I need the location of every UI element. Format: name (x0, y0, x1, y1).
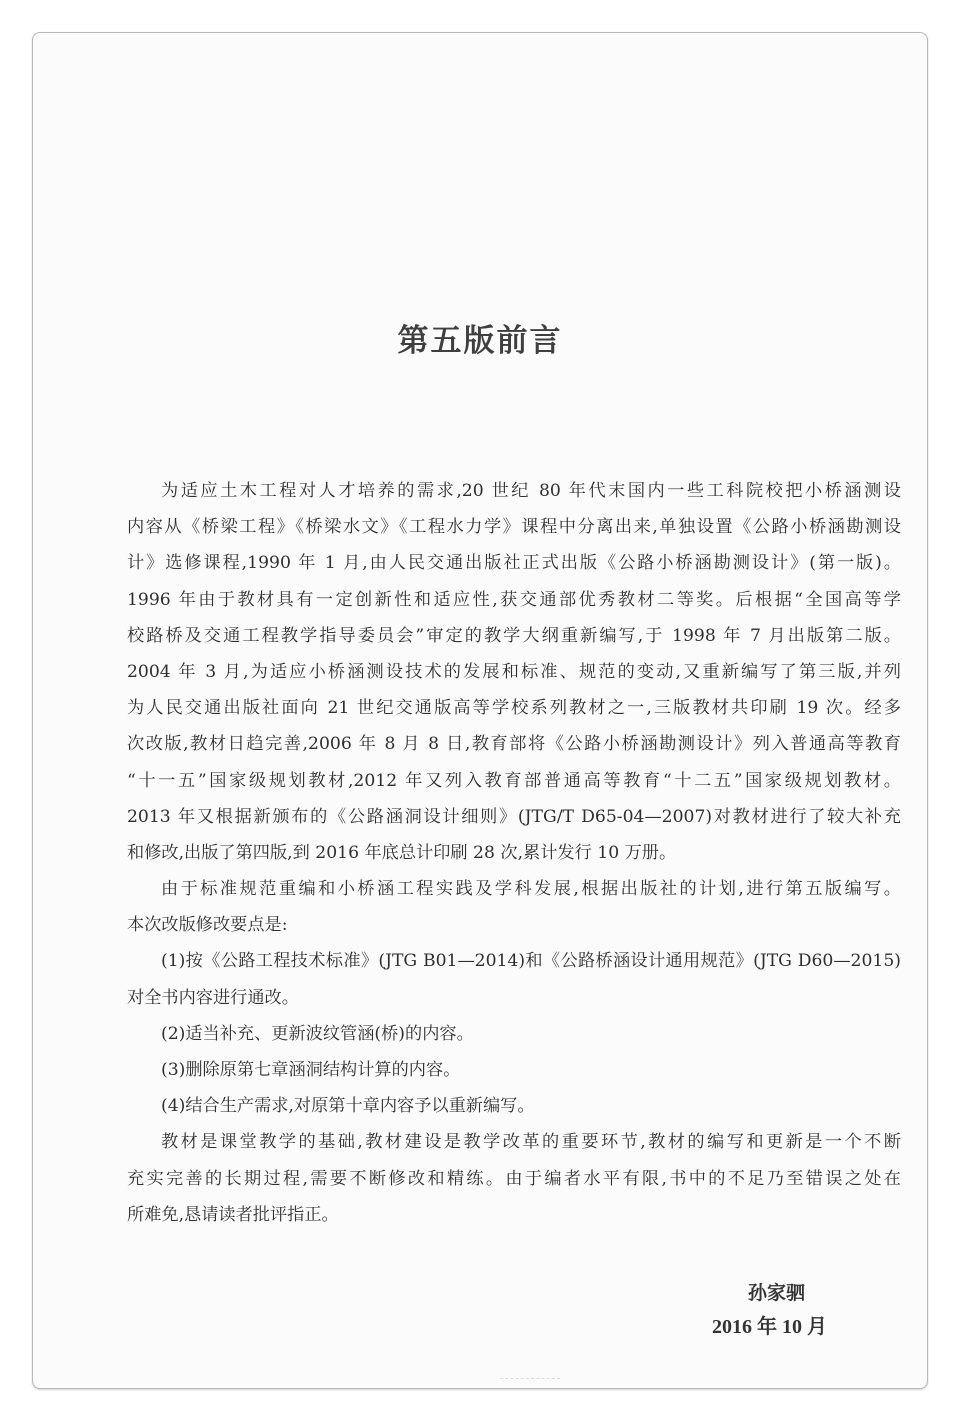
revision-point-4: (4)结合生产需求,对原第十章内容予以重新编写。 (161, 1096, 535, 1117)
closing-paragraph-line-1: 教材是课堂教学的基础,教材建设是教学改革的重要环节,教材的编写和更新是一个不断 (161, 1132, 901, 1153)
paragraph-1-line-3: 计》选修课程,1990 年 1 月,由人民交通出版社正式出版《公路小桥涵勘测设计》(第一版)。 (127, 553, 901, 574)
paragraph-1-line-8: 次改版,教材日趋完善,2006 年 8 月 8 日,教育部将《公路小桥涵勘测设计》列入普通高等教育 (127, 734, 901, 755)
paragraph-1-line-9: “十一五”国家级规划教材,2012 年又列入教育部普通高等教育“十二五”国家级规划教材。 (127, 770, 901, 791)
closing-paragraph-line-3: 所难免,恳请读者批评指正。 (127, 1204, 339, 1225)
paragraph-2-line-2: 本次改版修改要点是: (127, 915, 288, 936)
revision-point-1-line-1: (1)按《公路工程技术标准》(JTG B01—2014)和《公路桥涵设计通用规范》(JTG D60—2015) (161, 951, 901, 972)
preface-body (127, 473, 901, 1233)
paragraph-1-line-11: 和修改,出版了第四版,到 2016 年底总计印刷 28 次,累计发行 10 万册。 (127, 842, 677, 863)
paragraph-1-line-2: 内容从《桥梁工程》《桥梁水文》《工程水力学》课程中分离出来,单独设置《公路小桥涵勘测设 (127, 517, 901, 538)
page-bottom-mark (500, 1378, 560, 1385)
author-name: 孙家驷 (747, 1282, 805, 1304)
paragraph-1-line-1: 为适应土木工程对人才培养的需求,20 世纪 80 年代末国内一些工科院校把小桥涵测设 (161, 481, 901, 501)
revision-point-3: (3)删除原第七章涵洞结构计算的内容。 (161, 1060, 461, 1080)
paragraph-1-line-5: 校路桥及交通工程教学指导委员会”审定的教学大纲重新编写,于 1998 年 7 月出版第二版。 (127, 625, 901, 646)
paragraph-1-line-4: 1996 年由于教材具有一定创新性和适应性,获交通部优秀教材二等奖。后根据“全国高等学 (127, 589, 901, 610)
closing-paragraph-line-2: 充实完善的长期过程,需要不断修改和精练。由于编者水平有限,书中的不足乃至错误之处在 (127, 1168, 901, 1189)
signature-block (712, 1276, 827, 1344)
paragraph-1-line-6: 2004 年 3 月,为适应小桥涵测设技术的发展和标准、规范的变动,又重新编写了第三版,并列 (127, 661, 901, 682)
book-page (32, 32, 928, 1389)
paragraph-1-line-7: 为人民交通出版社面向 21 世纪交通版高等学校系列教材之一,三版教材共印刷 19 次。经多 (127, 698, 901, 719)
page-title: 第五版前言 (397, 323, 563, 359)
revision-point-1-line-2: 对全书内容进行通改。 (127, 987, 299, 1008)
revision-point-2: (2)适当补充、更新波纹管涵(桥)的内容。 (161, 1023, 474, 1044)
signature-date: 2016 年 10 月 (712, 1316, 827, 1338)
paragraph-1-line-10: 2013 年又根据新颁布的《公路涵洞设计细则》(JTG/T D65-04—2007)对教材进行了较大补充 (127, 806, 901, 827)
paragraph-2-line-1: 由于标准规范重编和小桥涵工程实践及学科发展,根据出版社的计划,进行第五版编写。 (161, 879, 901, 900)
